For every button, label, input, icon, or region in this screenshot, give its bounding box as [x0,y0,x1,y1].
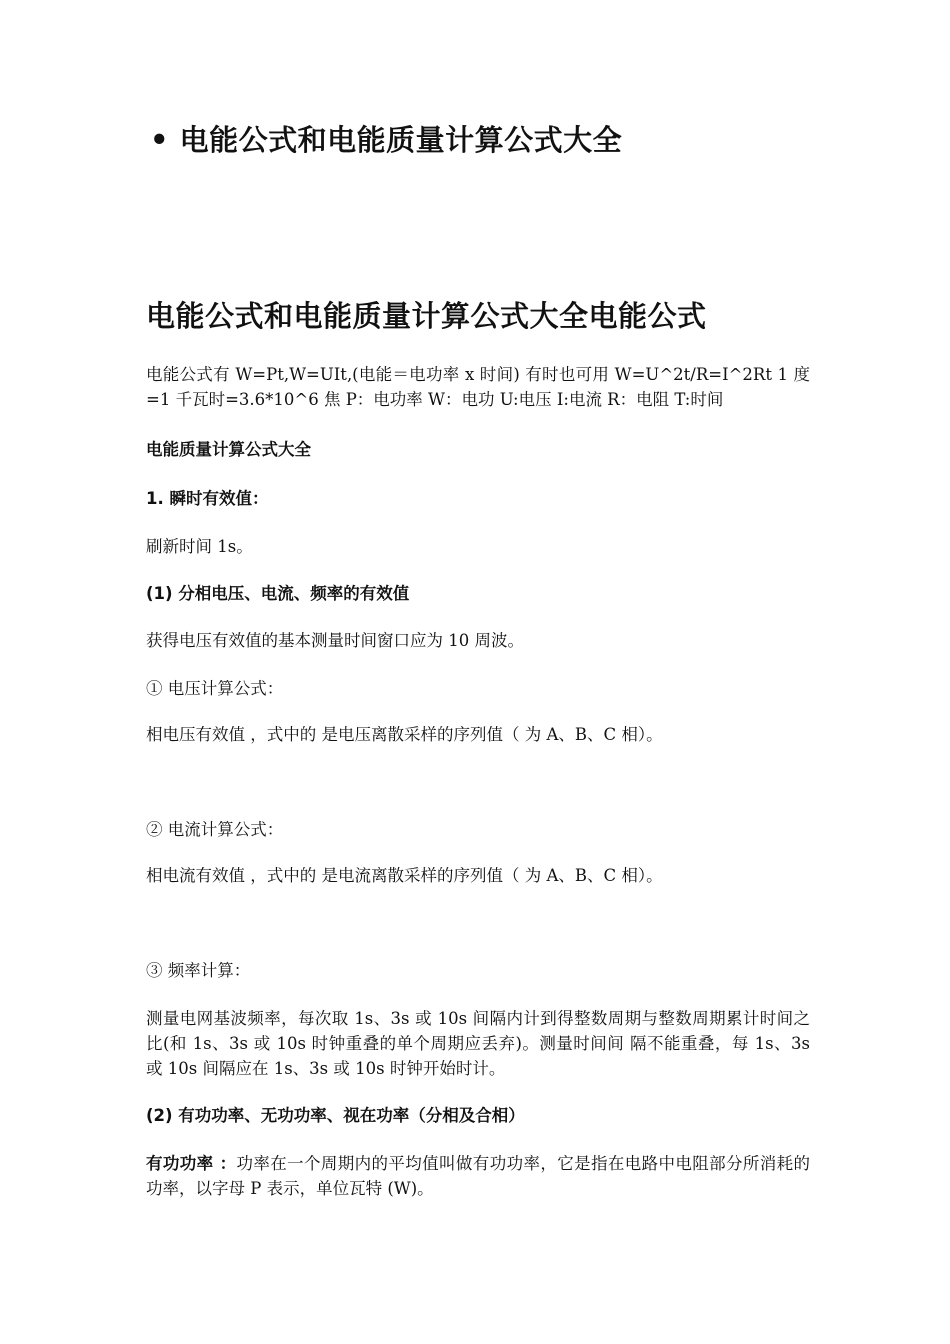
active-power-text: 功率在一个周期内的平均值叫做有功功率，它是指在电路中电阻部分所消耗的功率，以字母 P 表示，单位瓦特 (W)。 [146,1154,810,1198]
sub1-heading: (1) 分相电压、电流、频率的有效值 [146,584,410,603]
current-formula-text: 相电流有效值 ，式中的 是电流离散采样的序列值（ 为 A、B、C 相）。 [146,866,663,885]
sub1-text: 获得电压有效值的基本测量时间窗口应为 10 周波。 [146,631,524,650]
document-title: • 电能公式和电能质量计算公式大全 [150,123,623,157]
sub2-heading: (2) 有功功率、无功功率、视在功率（分相及合相） [146,1106,525,1125]
active-power-term: 有功功率 ： [146,1154,237,1173]
active-power-paragraph [146,1151,810,1201]
section-title: 电能质量计算公式大全 [146,440,311,459]
voltage-formula-label: ① 电压计算公式： [146,679,284,698]
current-formula-label: ② 电流计算公式： [146,820,284,839]
refresh-text: 刷新时间 1s。 [146,537,253,556]
frequency-text: 测量电网基波频率，每次取 1s、3s 或 10s 间隔内计到得整数周期与整数周期累计时间之比(和 1s、3s 或 10s 时钟重叠的单个周期应丢弃)。测量时间间 隔不能重叠，每 1s、3s 或 10s 间隔应在 1s、3s 或 10s 时钟开始时计。 [146,1009,810,1078]
intro-paragraph: 电能公式有 W=Pt,W=UIt,(电能＝电功率 x 时间) 有时也可用 W=U^2t/R=I^2Rt 1 度=1 千瓦时=3.6*10^6 焦 P：电功率 W：电功 U:电压 I:电流 R：电阻 T:时间 [146,365,810,409]
main-heading: 电能公式和电能质量计算公式大全电能公式 [146,299,707,333]
item1-heading: 1. 瞬时有效值： [146,489,269,508]
frequency-label: ③ 频率计算： [146,961,251,980]
voltage-formula-text: 相电压有效值 ，式中的 是电压离散采样的序列值（ 为 A、B、C 相）。 [146,725,663,744]
